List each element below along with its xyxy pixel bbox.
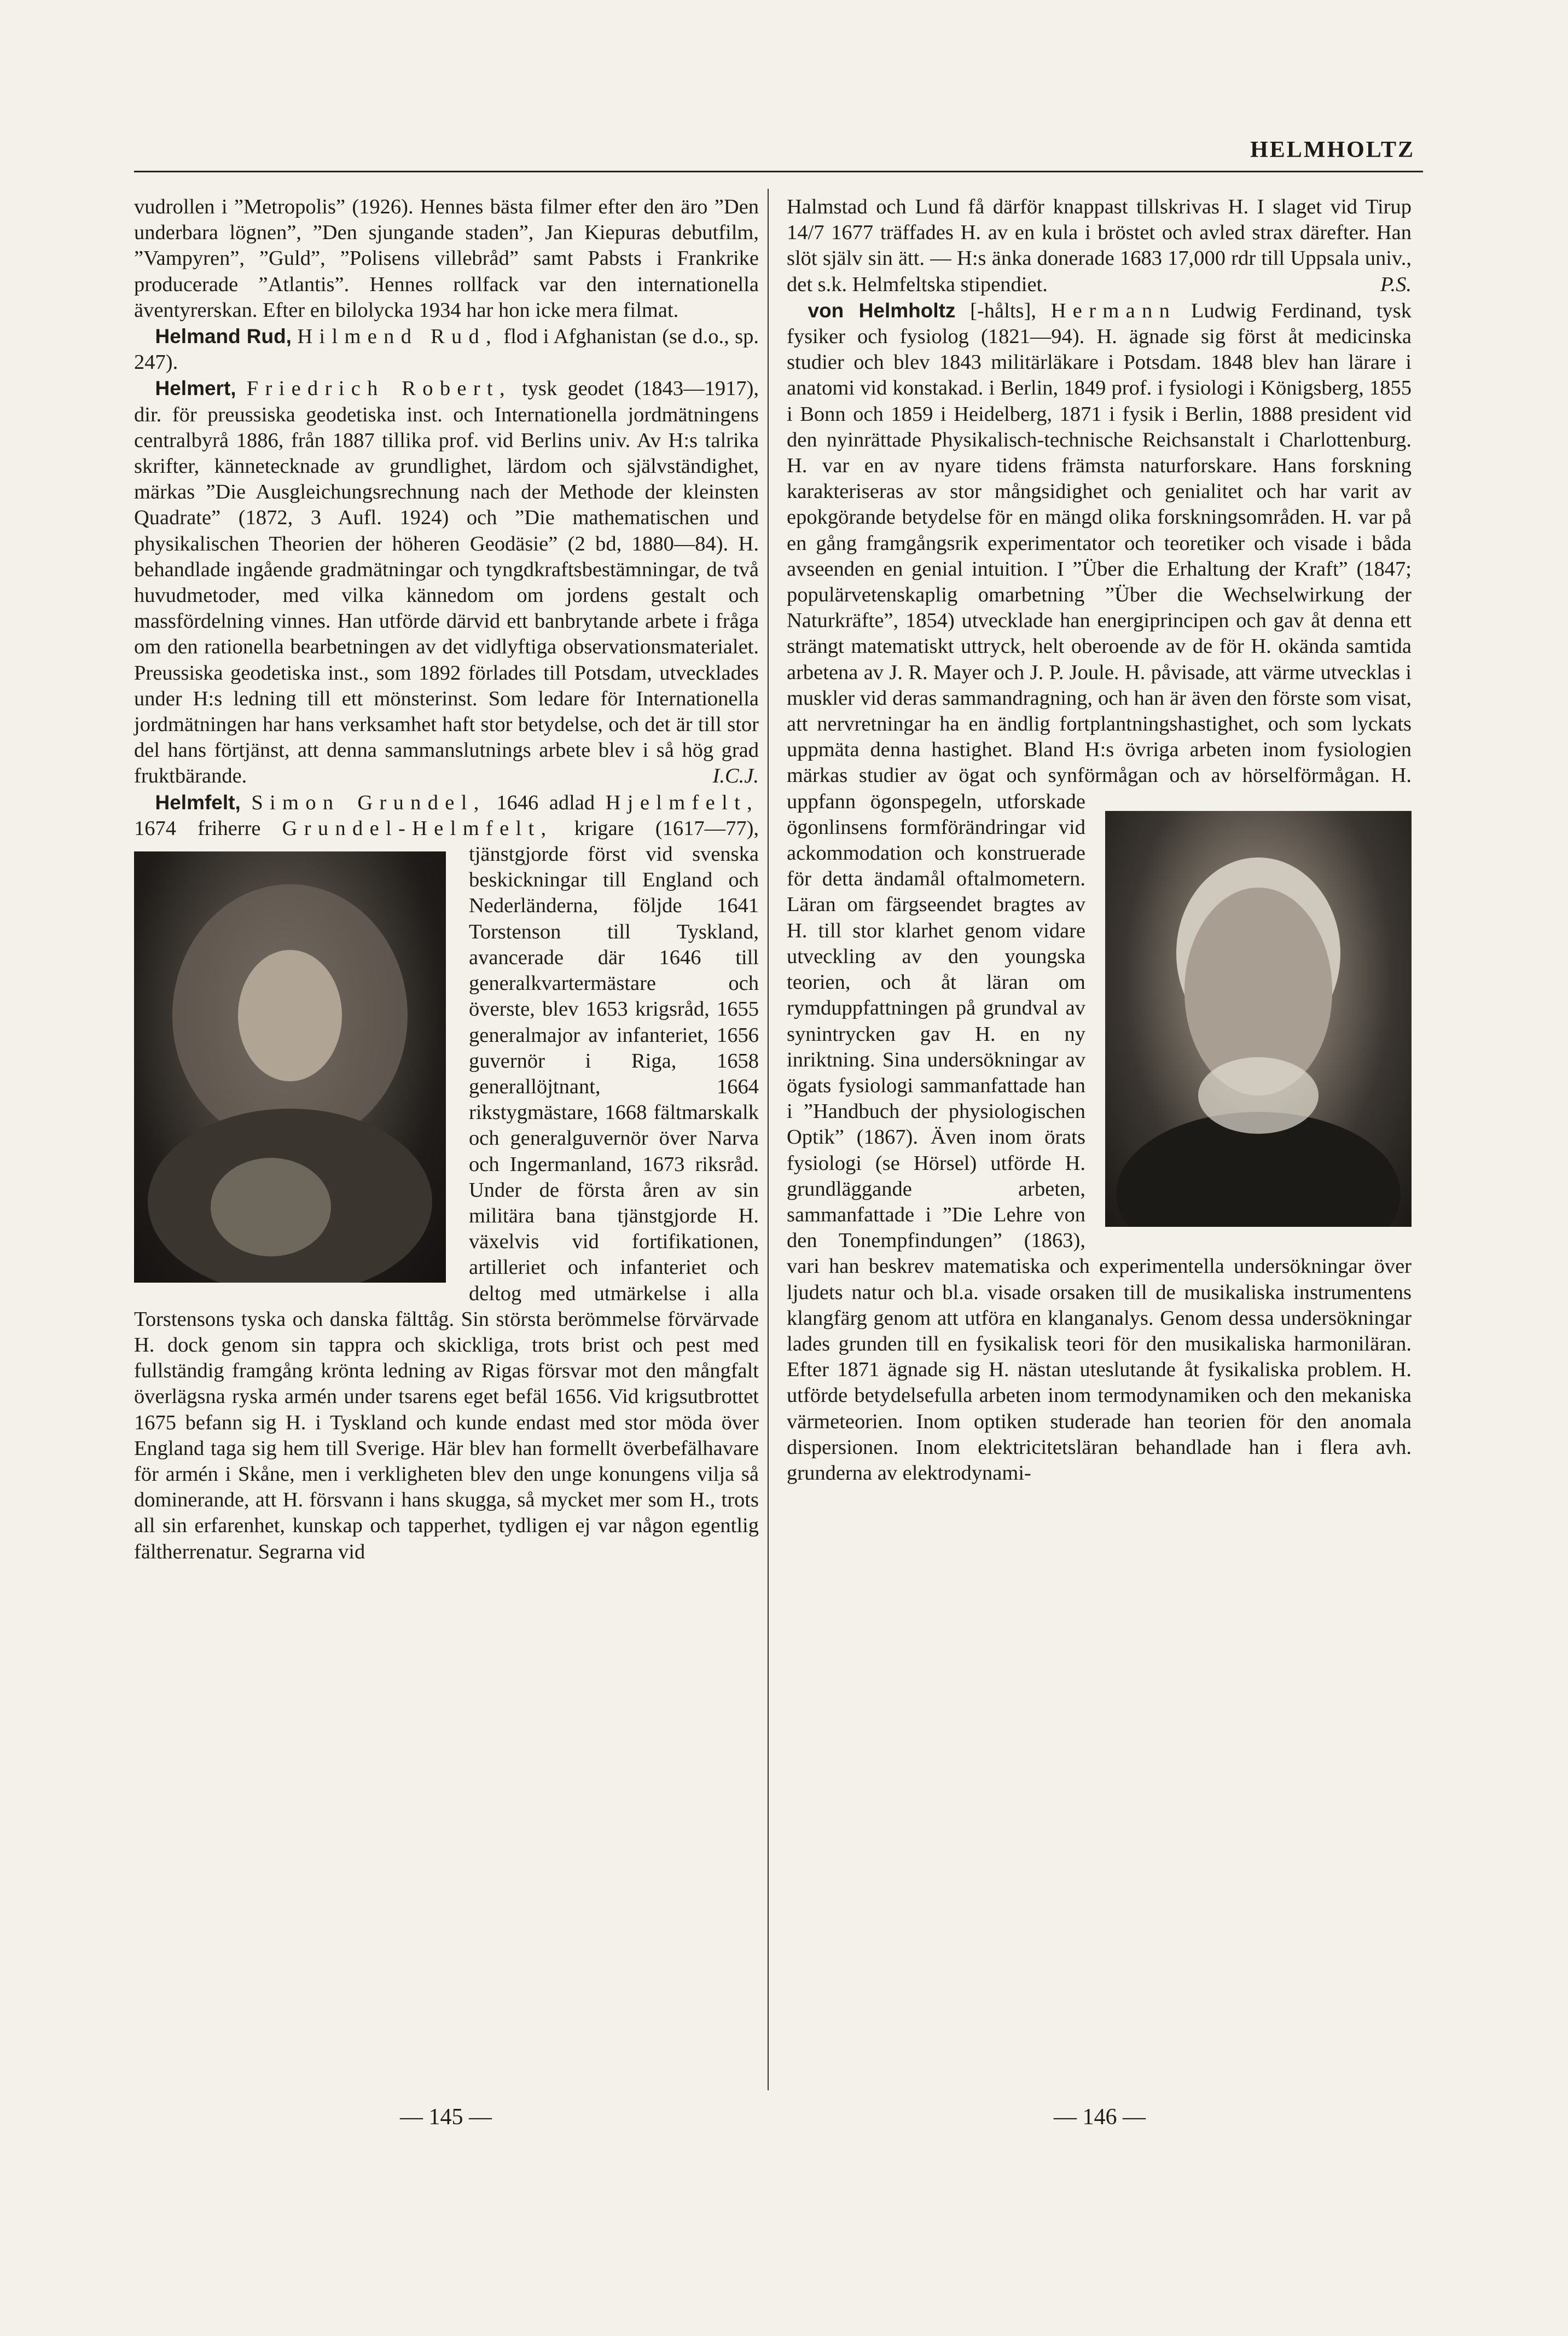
paragraph-metropolis: vudrollen i ”Metropolis” (1926). Hennes bästa filmer efter den äro ”Den underbara lögnen”, ”Den sjungande staden”, Jan Kiepuras debutfilm, ”Vampyren”, ”Guld”, ”Polisens villebråd” samt Pabsts i Frankrike producerade ”Atlantis”. Hennes rollfack var den internationella äventyrerskan. Efter en bilolycka 1934 har hon icke mera filmat. bbox=[134, 195, 759, 322]
running-head: HELMHOLTZ bbox=[1250, 137, 1415, 163]
entry-name-helmfelt-2: Hjelmfelt, bbox=[605, 791, 759, 814]
entry-text-helmholtz-b: ögonspegeln, utforskade ögonlinsens formförändringar vid ackommodation och konstruerade för detta ändamål oftalmometern. Läran om färgseendet bragtes av H. till stor klarhet genom vidare utveckling av den youngska teorien, och åt läran om rymduppfattningen på grundval av synintrycken gav H. en ny inriktning. Sina undersökningar av ögats fysiologi sammanfattade han i ”Handbuch der physiologischen Optik” (1867). Även inom örats fysiologi (se Hörsel) utförde H. grundläggande arbeten, sammanfattade i ”Die Lehre von den Tonempfindungen” (1863), vari han beskrev matematiska och experimentella undersökningar över ljudets natur och bl.a. visade orsaken till de musikaliska instrumentens klangfärg genom att utföra en klanganalys. Genom dessa undersökningar lades grunden till en fysikalisk teori för den musikaliska harmoniläran. Efter 1871 ägnade sig H. nästan uteslutande åt fysikaliska problem. H. utförde betydelsefulla arbeten inom termodynamiken och den mekaniska värmeteorien. Inom optiken studerade han teorien för den anomala dispersionen. Inom elektricitetsläran behandlade han i flera avh. grunderna av elektrodynami- bbox=[787, 790, 1412, 1485]
signature-helmfelt: P.S. bbox=[1380, 273, 1412, 296]
entry-text-helmand: flod i Afghanistan (se d.o., sp. 247). bbox=[134, 325, 759, 374]
entry-text-helmfelt-1: 1646 adlad bbox=[496, 791, 595, 814]
entry-helmfelt bbox=[134, 790, 759, 1565]
signature-helmert: I.C.J. bbox=[712, 764, 759, 788]
entry-name-helmfelt-3: Grundel-Helmfelt, bbox=[282, 816, 553, 840]
entry-head-helmfelt: Helmfelt, bbox=[155, 791, 241, 814]
portrait-helmholtz bbox=[1105, 811, 1412, 1227]
header-rule bbox=[134, 171, 1423, 172]
right-column bbox=[787, 194, 1412, 2099]
entry-name-helmholtz: Hermann bbox=[1050, 299, 1177, 322]
entry-helmholtz bbox=[787, 298, 1412, 1486]
entry-name-helmand: Hilmend Rud, bbox=[297, 325, 498, 349]
entry-helmand bbox=[134, 323, 759, 375]
entry-head-helmand: Helmand Rud, bbox=[155, 325, 292, 348]
entry-head-helmholtz: von Helmholtz bbox=[808, 299, 956, 322]
entry-head-helmert: Helmert, bbox=[155, 377, 236, 400]
entry-helmert bbox=[134, 375, 759, 789]
entry-text-helmfelt-2: 1674 friherre bbox=[134, 816, 261, 840]
entry-text-helmholtz-a: Ludwig Ferdinand, tysk fysiker och fysiolog (1821—94). H. ägnade sig först åt medicinska studier och blev 1843 militärläkare i Potsdam. 1848 blev han lärare i anatomi vid konstakad. i Berlin, 1849 prof. i fysiologi i Königsberg, 1855 i Bonn och 1859 i Heidelberg, 1871 i fysik i Berlin, 1888 president vid den nyinrättade Physikalisch-technische Reichsanstalt i Charlottenburg. H. var en av nyare tidens främsta naturforskare. Hans forskning karakteriseras av stor mångsidighet och genialitet och har varit av epokgörande betydelse för en mängd olika forskningsområden. H. var på en gång framgångsrik experimentator och teoretiker och visade i båda avseenden en genial intuition. I ”Über die Erhaltung der Kraft” (1847; populärvetenskaplig omarbetning ”Über die Wechselwirkung der Naturkräfte”, 1854) utvecklade han energiprincipen och gav åt denna ett strängt matematiskt uttryck, helt oberoende av de för H. okända samtida arbetena av J. R. Mayer och J. P. Joule. H. påvisade, att värme utvecklas i muskler vid deras sammandragning, och han är även den förste som visat, att nervretningar ha en ändlig fortplantningshastighet, och som lyckats uppmäta denna hastighet. Bland H:s övriga arbeten inom fysiologien märkas studier av ögat och synförmågan och av hörselförmågan. H. uppfann bbox=[787, 299, 1412, 813]
page-number-left: — 145 — bbox=[400, 2105, 492, 2130]
column-rule bbox=[768, 189, 769, 2090]
entry-name-helmfelt-1: Simon Grundel, bbox=[251, 791, 486, 814]
entry-text-helmert: tysk geodet (1843—1917), dir. för preussiska geodetiska inst. och Internationella jordmätningens centralbyrå 1886, från 1887 tillika prof. vid Berlins univ. Av H:s talrika skrifter, kännetecknade av grundlighet, lärdom och självständighet, märkas ”Die Ausgleichungsrechnung nach der Methode der kleinsten Quadrate” (1872, 3 Aufl. 1924) och ”Die mathematischen und physikalischen Theorien der höheren Geodäsie” (2 bd, 1880—84). H. behandlade ingående gradmätningar och tyngdkraftsbestämningar, de två huvudmetoder, med vilka kännedom om jordens gestalt och massfördelning vinnes. Han utförde därvid ett banbrytande arbete i fråga om den rationella bearbetningen av det vidlyftiga observationsmaterialet. Preussiska geodetiska inst., som 1892 förlades till Potsdam, utvecklades under H:s ledning till ett mönsterinst. Som ledare för Internationella jordmätningen har hans verksamhet haft stor betydelse, och det är till stor del hans förtjänst, att denna sammanslutnings arbete blev i så hög grad fruktbärande. bbox=[134, 377, 759, 788]
entry-text-helmfelt: krigare (1617—77), tjänstgjorde först vid svenska beskickningar till England och Nederländerna, följde 1641 Torstenson till Tyskland, avancerade där 1646 till generalkvartermästare och överste, blev 1653 krigsråd, 1655 generalmajor av infanteriet, 1656 guvernör i Riga, 1658 generallöjtnant, 1664 rikstygmästare, 1668 fältmarskalk och generalguvernör över Narva och Ingermanland, 1673 riksråd. Under de första åren av sin militära bana tjänstgjorde H. växelvis vid fortifikationen, artilleriet och infanteriet och deltog med utmärkelse i alla Torstensons tyska och danska fälttåg. Sin största berömmelse förvärvade H. dock genom sin tappra och skickliga, trots brist och pest med fullständig framgång krönta ledning av Rigas försvar mot den mångfalt överlägsna ryska armén under tsarens eget befäl 1656. Vid krigsutbrottet 1675 befann sig H. i Tyskland och kunde endast med stor möda över England taga sig hem till Sverige. Här blev han formellt överbefälhavare för armén i Skåne, men i verkligheten blev den unge konungens vilja så dominerande, att H. försvann i hans skugga, så mycket mer som H., trots all sin erfarenhet, kunskap och tapperhet, tydligen ej var någon egentlig fältherrenatur. Segrarna vid bbox=[134, 816, 759, 1563]
helmfelt-continuation: Halmstad och Lund få därför knappast tillskrivas H. I slaget vid Tirup 14/7 1677 träffades H. av en kula i bröstet och avled strax därefter. Han slöt själv sin ätt. — H:s änka donerade 1683 17,000 rdr till Uppsala univ., det s.k. Helmfeltska stipendiet. bbox=[787, 195, 1412, 296]
left-column bbox=[134, 194, 759, 2099]
page-number-right: — 146 — bbox=[1054, 2105, 1146, 2130]
entry-name-helmert: Friedrich Robert, bbox=[246, 377, 512, 401]
portrait-helmfelt bbox=[134, 851, 446, 1283]
paragraph-helmfelt-cont bbox=[787, 194, 1412, 298]
pronunciation-helmholtz: [-hålts], bbox=[970, 299, 1036, 322]
